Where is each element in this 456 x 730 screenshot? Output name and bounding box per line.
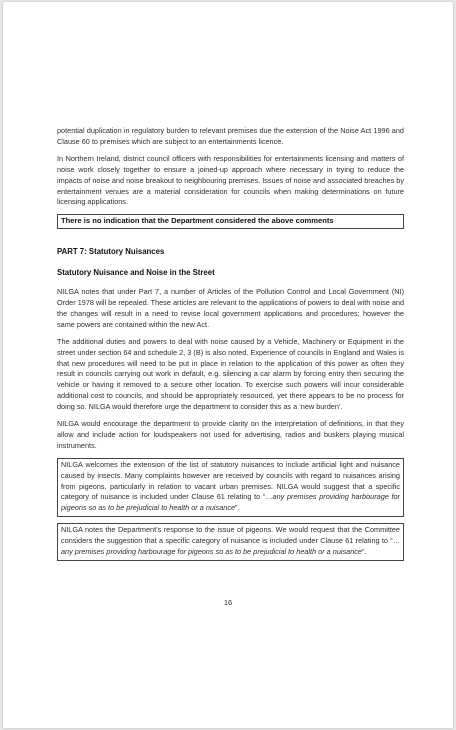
paragraph-northern-ireland: In Northern Ireland, district council officers with responsibilities for entertainments licensing and matters of noise work closely together to ensure a joined-up approach where necessary in trying to reduce the impacts of noise and noise breakout to neighbouring premises. Issues of noise and associated breaches by entertainment venues are a material consideration for councils when making determinations on future licensing applications. [57, 153, 404, 207]
part-heading: PART 7: Statutory Nuisances [57, 247, 165, 257]
boxed-paragraph-response [57, 523, 404, 561]
boxed-comment: There is no indication that the Department considered the above comments [57, 214, 404, 229]
pigeons-text-end: ”. [235, 503, 240, 513]
paragraph-vehicle-machinery: The additional duties and powers to deal with noise caused by a Vehicle, Machinery or Equipment in the street under section 64 and schedule 2, 3 (B) is also noted. Experience of councils in England and Wales is that new procedures will need to be put in place in relation to the application of this power as often they result in councils carrying out work in default, e.g. silencing a car alarm by forcing entry then securing the vehicle or having it removed to a secure other location. To exercise such powers will incur considerable additional cost to councils, and should be appropriately resourced, yet there appears to be no process for doing so. NILGA would therefore urge the department to consider this as a ‘new burden’. [57, 336, 404, 412]
page-content [57, 126, 404, 567]
paragraph-part7-articles: NILGA notes that under Part 7, a number of Articles of the Pollution Control and Local Government (NI) Order 1978 will be repealed. These articles are relevant to the applications of powers to deal with noise and the changes will result in a need to revise local government applications and procedures; however the same powers are contained within the new Act. [57, 287, 404, 329]
response-quote: any premises providing harbourage for pigeons so as to be prejudicial to health or a nuisance [61, 547, 362, 557]
sub-heading: Statutory Nuisance and Noise in the Street [57, 268, 215, 278]
response-text: NILGA notes the Department’s response to the issue of pigeons. We would request that the Committee considers the suggestion that a specific category of nuisance is included under Clause 61 relating to “… [61, 525, 400, 546]
response-text-end: ”. [361, 547, 367, 557]
paragraph-definitions: NILGA would encourage the department to provide clarity on the interpretation of definitions, in that they allow and include action for loudspeakers not used for advertising, radios and buskers playing musical instruments. [57, 419, 404, 450]
document-page [3, 2, 453, 728]
boxed-paragraph-pigeons [57, 458, 404, 518]
pigeons-quote: any premises providing harbourage for pigeons so as to be prejudicial to health or a nuisance [61, 492, 400, 513]
paragraph-noise-act: potential duplication in regulatory burden to relevant premises due the extension of the Noise Act 1996 and Clause 60 to premises which are subject to an entertainments licence. [57, 126, 404, 146]
page-number: 16 [223, 598, 233, 607]
pigeons-text: NILGA welcomes the extension of the list of statutory nuisances to include artificial light and nuisance caused by insects. Many complaints however are received by councils with regard to nuisances arising from pigeons, particularly in relation to vacant urban premises. NILGA would suggest that a specific category of nuisance is included under Clause 61 relating to “… [61, 459, 400, 502]
